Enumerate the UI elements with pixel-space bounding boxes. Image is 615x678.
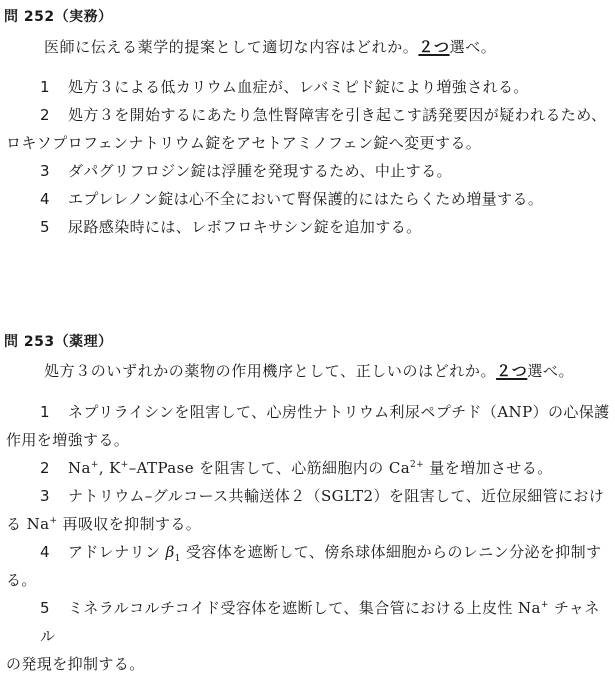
choice-text-continued: の発現を抑制する。 [6, 655, 145, 673]
question-253-stem [44, 360, 574, 381]
superscript: 2+ [410, 460, 425, 470]
question-252-title: 問 252（実務） [4, 9, 113, 25]
choice-text: エプレレノン錠は心不全において腎保護的にはたらくため増量する。 [68, 190, 544, 208]
choice-number: 5 [40, 218, 50, 236]
choice-text-continued: 作用を増強する。 [6, 431, 130, 449]
choice-text: ダパグリフロジン錠は浮腫を発現するため、中止する。 [68, 162, 452, 180]
choice-text: 尿路感染時には、レボフロキサシン錠を追加する。 [68, 218, 422, 236]
text-segment: 再吸収を抑制する。 [57, 515, 202, 533]
superscript: + [49, 516, 58, 526]
text-segment: –ATPase を阻害して、心筋細胞内の Ca [128, 459, 411, 477]
stem-text-end: 選べ。 [527, 362, 575, 380]
choice-number: 2 [40, 459, 50, 477]
q253-choice-3[interactable] [6, 482, 610, 538]
choice-number: 4 [40, 190, 50, 208]
choice-text [68, 459, 553, 477]
q253-choice-2[interactable] [40, 454, 610, 482]
choice-number: 5 [40, 599, 50, 617]
choice-text-continued: る。 [6, 571, 37, 589]
question-253-title: 問 253（薬理） [4, 334, 113, 350]
stem-text: 処方３のいずれかの薬物の作用機序として、正しいのはどれか。 [44, 362, 497, 380]
choice-number: 1 [40, 403, 50, 421]
text-segment: ミネラルコルチコイド受容体を遮断して、集合管における上皮性 Na [68, 599, 541, 617]
question-252-stem [44, 36, 496, 57]
text-segment: Na [68, 459, 91, 477]
stem-text: 医師に伝える薬学的提案として適切な内容はどれか。 [44, 38, 419, 56]
choice-text [68, 543, 602, 564]
subscript: 1 [174, 554, 181, 564]
text-segment: アドレナリン [68, 543, 166, 561]
choice-text: ナトリウム–グルコース共輸送体２（SGLT2）を阻害して、近位尿細管におけ [68, 487, 605, 505]
q252-choice-4[interactable] [40, 185, 610, 213]
choice-number: 1 [40, 78, 50, 96]
superscript: + [120, 460, 129, 470]
choice-text-continued: ロキソプロフェンナトリウム錠をアセトアミノフェン錠へ変更する。 [6, 134, 482, 152]
q253-choice-4[interactable] [6, 538, 610, 594]
q252-choice-5[interactable] [40, 213, 610, 241]
choice-text: 処方３による低カリウム血症が、レバミピド錠により増強される。 [68, 78, 529, 96]
q252-choice-1[interactable] [40, 73, 610, 101]
stem-text-end: 選べ。 [449, 38, 497, 56]
choice-number: 4 [40, 543, 50, 561]
choice-text [40, 599, 600, 645]
q252-choice-3[interactable] [40, 157, 610, 185]
superscript: + [540, 600, 549, 610]
choice-text: 処方３を開始するにあたり急性腎障害を引き起こす誘発要因が疑われるため、 [68, 106, 607, 124]
q253-choice-5[interactable] [6, 594, 610, 678]
q252-choice-2[interactable] [6, 101, 610, 157]
choice-number: 3 [40, 487, 50, 505]
choice-text-continued [6, 510, 610, 538]
choice-number: 2 [40, 106, 50, 124]
text-segment: チャネル [40, 599, 600, 645]
superscript: + [90, 460, 99, 470]
stem-emphasis: ２つ [496, 362, 528, 380]
beta-symbol: β [165, 543, 175, 561]
text-segment: , K [98, 459, 121, 477]
choice-text: ネプリライシンを阻害して、心房性ナトリウム利尿ペプチド（ANP）の心保護 [68, 403, 610, 421]
q253-choice-1[interactable] [6, 398, 610, 454]
text-segment: る Na [6, 515, 50, 533]
text-segment: 受容体を遮断して、傍糸球体細胞からのレニン分泌を抑制す [180, 543, 602, 561]
text-segment: 量を増加させる。 [424, 459, 553, 477]
stem-emphasis: ２つ [418, 38, 450, 56]
choice-number: 3 [40, 162, 50, 180]
